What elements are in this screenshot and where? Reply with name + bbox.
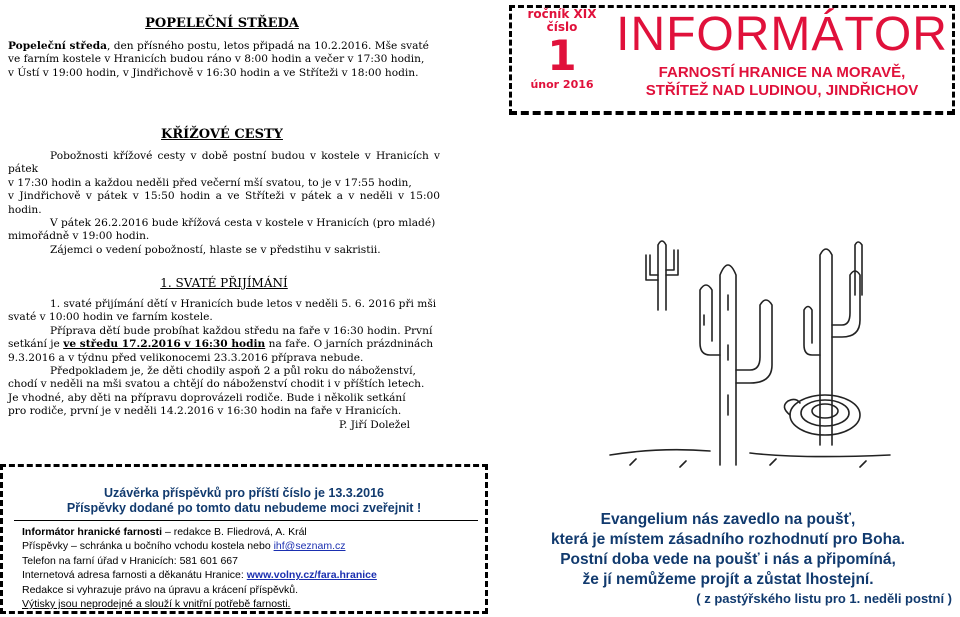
quote-line2: která je místem zásadního rozhodnutí pro Boha. bbox=[551, 531, 905, 548]
editor-title: Informátor hranické farnosti bbox=[22, 526, 163, 538]
web-link[interactable]: www.volny.cz/fara.hranice bbox=[246, 569, 377, 582]
stations-heading: KŘÍŽOVÉ CESTY bbox=[161, 127, 283, 142]
issue-info bbox=[512, 8, 612, 92]
ash-wednesday-line1: , den přísného postu, letos připadá na 10.2.2016. Mše svaté bbox=[106, 40, 429, 52]
footer-contacts bbox=[22, 525, 482, 611]
communion-line9: pro rodiče, první je v neděli 14.2.2016 v 16:30 hodin na faře v Hranicích. bbox=[8, 405, 402, 418]
communion-text bbox=[8, 298, 440, 432]
stations-line3: v Jindřichově v pátek v 15:50 hodin a ve Stříteži v pátek a v neděli v 15:00 hodin. bbox=[8, 190, 440, 216]
deadline-line1: Uzávěrka příspěvků pro příští číslo je 13.3.2016 bbox=[103, 486, 384, 500]
issue-date: únor 2016 bbox=[530, 78, 594, 91]
mailbox-text: Příspěvky – schránka u bočního vchodu kostela nebo bbox=[22, 540, 274, 553]
stations-line6: Zájemci o vedení pobožností, hlaste se v předstihu v sakristii. bbox=[50, 243, 381, 256]
cactus-desert-illustration bbox=[600, 215, 900, 475]
quote-line3: Postní doba vede na poušť i nás a připomíná, bbox=[560, 551, 896, 568]
masthead-brand bbox=[612, 8, 952, 100]
web-text: Internetová adresa farnosti a děkanátu Hranice: bbox=[22, 569, 247, 582]
ash-wednesday-bold: Popeleční středa bbox=[8, 40, 107, 52]
communion-line4c: na faře. O jarních prázdninách bbox=[265, 338, 434, 351]
communion-heading: 1. SVATÉ PŘIJÍMÁNÍ bbox=[160, 276, 288, 290]
deadline-notice bbox=[8, 486, 480, 516]
volume-label: ročník XIX bbox=[527, 7, 597, 21]
quote-source: ( z pastýřského listu pro 1. neděli postní ) bbox=[696, 591, 952, 606]
quote-line1: Evangelium nás zavedlo na poušť, bbox=[600, 511, 856, 528]
communion-line4a: setkání je bbox=[8, 338, 64, 351]
lent-quote bbox=[500, 510, 956, 608]
masthead-subtitle-1: FARNOSTÍ HRANICE NA MORAVĚ, bbox=[658, 64, 906, 81]
stations-text bbox=[8, 150, 440, 257]
issue-label: číslo bbox=[546, 20, 578, 34]
communion-line3: Příprava dětí bude probíhat každou středu na faře v 16:30 hodin. První bbox=[50, 324, 433, 337]
stations-line1: Pobožnosti křížové cesty v době postní budou v kostele v Hranicích v pátek bbox=[8, 150, 440, 176]
issue-number: 1 bbox=[547, 31, 577, 80]
email-link[interactable]: ihf@seznam.cz bbox=[273, 540, 346, 553]
internal-line: Výtisky jsou neprodejné a slouží k vnitřní potřebě farnosti. bbox=[22, 598, 291, 611]
communion-line4 bbox=[8, 338, 440, 351]
editor-names: – redakce B. Fliedrová, A. Král bbox=[162, 526, 307, 538]
communion-line1: 1. svaté přijímání dětí v Hranicích bude letos v neděli 5. 6. 2016 při mši bbox=[50, 298, 437, 310]
footer-divider bbox=[14, 520, 478, 521]
ash-wednesday-heading: POPELEČNÍ STŘEDA bbox=[145, 16, 299, 31]
communion-line8: Je vhodné, aby děti na přípravu doprovázeli rodiče. Bude i několik setkání bbox=[8, 391, 406, 404]
rights-line: Redakce si vyhrazuje právo na úpravu a krácení příspěvků. bbox=[22, 583, 299, 596]
masthead-subtitle-2: STŘÍTEŽ NAD LUDINOU, JINDŘICHOV bbox=[645, 82, 919, 99]
communion-signature: P. Jiří Doležel bbox=[339, 418, 410, 431]
communion-line6: Předpokladem je, že děti chodily aspoň 2 a půl roku do náboženství, bbox=[50, 365, 416, 378]
communion-line2: svaté v 10:00 hodin ve farním kostele. bbox=[8, 311, 213, 324]
quote-line4: že jí nemůžeme projít a zůstat lhostejní. bbox=[582, 571, 874, 588]
phone-line: Telefon na farní úřad v Hranicích: 581 601 667 bbox=[22, 554, 238, 567]
stations-line4: V pátek 26.2.2016 bude křížová cesta v kostele v Hranicích (pro mladé) bbox=[50, 217, 436, 230]
masthead-title: INFORMÁTOR bbox=[616, 8, 948, 61]
ash-wednesday-text bbox=[8, 40, 440, 80]
ash-wednesday-line2: ve farním kostele v Hranicích budou ráno v 8:00 hodin a večer v 17:30 hodin, bbox=[8, 53, 425, 66]
ash-wednesday-line3: v Ústí v 19:00 hodin, v Jindřichově v 16:30 hodin a ve Stříteži v 18:00 hodin. bbox=[8, 66, 419, 79]
stations-line2: v 17:30 hodin a každou neděli před večerní mší svatou, to je v 17:55 hodin, bbox=[8, 176, 412, 189]
communion-line7: chodí v neděli na mši svatou a chtějí do náboženství chodit i v příštích letech. bbox=[8, 378, 425, 391]
communion-line5: 9.3.2016 a v týdnu před velikonocemi 23.3.2016 příprava nebude. bbox=[8, 351, 364, 364]
communion-line4b: ve středu 17.2.2016 v 16:30 hodin bbox=[63, 338, 266, 351]
stations-line5: mimořádně v 19:00 hodin. bbox=[8, 230, 150, 243]
deadline-line2: Příspěvky dodané po tomto datu nebudeme moci zveřejnit ! bbox=[66, 501, 422, 515]
